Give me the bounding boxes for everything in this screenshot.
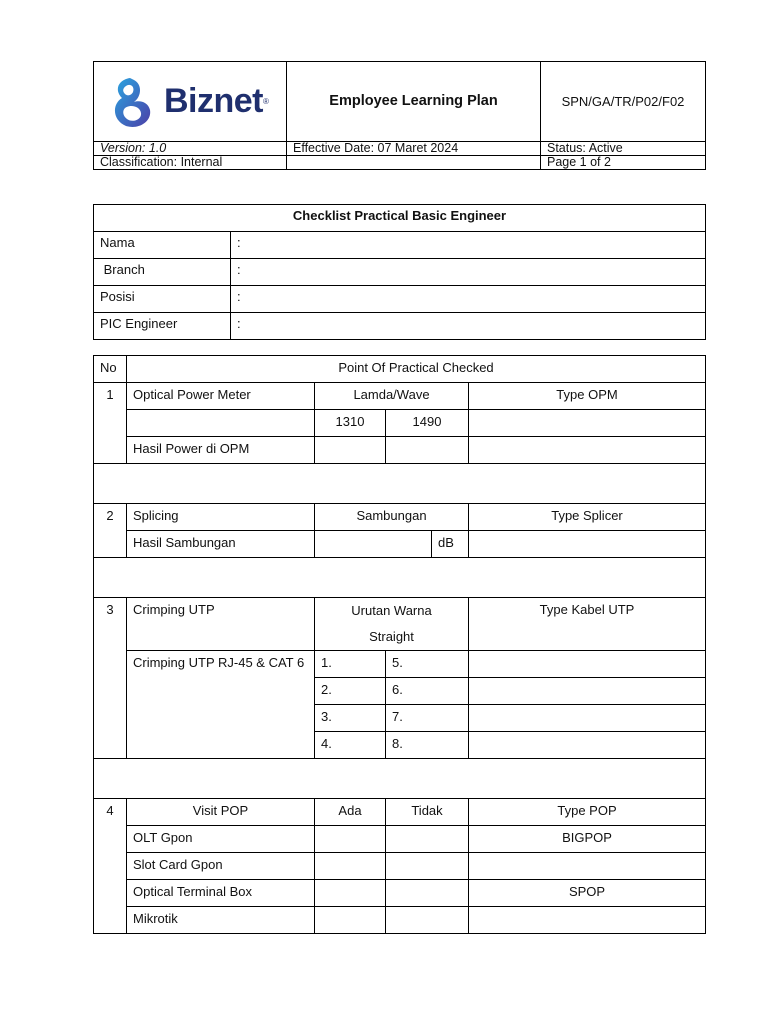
practical-checklist-table (93, 355, 706, 934)
s3-notes-row[interactable] (94, 759, 706, 799)
document-header (93, 61, 706, 170)
s4-otb-tidak[interactable] (386, 880, 469, 907)
s4-slot-ada[interactable] (315, 853, 386, 880)
s3-pin-7[interactable]: 7. (386, 705, 469, 732)
s3-pin-1[interactable]: 1. (315, 651, 386, 678)
s3-pin-8[interactable]: 8. (386, 732, 469, 759)
doc-title: Employee Learning Plan (287, 62, 541, 142)
posisi-label: Posisi (94, 286, 231, 313)
s3-pin-6[interactable]: 6. (386, 678, 469, 705)
s3-pin-2[interactable]: 2. (315, 678, 386, 705)
s4-olt-tidak[interactable] (386, 826, 469, 853)
s4-slot-type[interactable] (469, 853, 706, 880)
s4-mikrotik-tidak[interactable] (386, 907, 469, 934)
biznet-logo-icon (108, 74, 158, 130)
s3-type-header: Type Kabel UTP (469, 598, 706, 651)
logo-cell (94, 62, 287, 142)
version: Version: 1.0 (94, 142, 287, 156)
s2-no: 2 (94, 504, 127, 558)
s1-notes-row[interactable] (94, 464, 706, 504)
doc-code: SPN/GA/TR/P02/F02 (541, 62, 706, 142)
s4-otb-ada[interactable] (315, 880, 386, 907)
s4-type-header: Type POP (469, 799, 706, 826)
s3-type-cell-1[interactable] (469, 651, 706, 678)
s3-sub-item: Crimping UTP RJ-45 & CAT 6 (127, 651, 315, 759)
s3-type-cell-4[interactable] (469, 732, 706, 759)
checklist-title: Checklist Practical Basic Engineer (94, 205, 706, 232)
nama-field[interactable]: : (231, 232, 706, 259)
s4-mikrotik: Mikrotik (127, 907, 315, 934)
biznet-logo (108, 74, 286, 130)
s4-item: Visit POP (127, 799, 315, 826)
s1-lamda-header: Lamda/Wave (315, 383, 469, 410)
s1-result-type[interactable] (469, 437, 706, 464)
s4-olt-ada[interactable] (315, 826, 386, 853)
status: Status: Active (541, 142, 706, 156)
s2-unit: dB (432, 531, 469, 558)
s1-type-cell[interactable] (469, 410, 706, 437)
effective-date: Effective Date: 07 Maret 2024 (287, 142, 541, 156)
s2-type-header: Type Splicer (469, 504, 706, 531)
s4-slot-card-gpon: Slot Card Gpon (127, 853, 315, 880)
s1-result-1490[interactable] (386, 437, 469, 464)
branch-label: Branch (94, 259, 231, 286)
s3-no: 3 (94, 598, 127, 759)
s2-type-cell[interactable] (469, 531, 706, 558)
pic-engineer-label: PIC Engineer (94, 313, 231, 340)
s1-wave-1490: 1490 (386, 410, 469, 437)
pic-engineer-field[interactable]: : (231, 313, 706, 340)
s2-sambungan-header: Sambungan (315, 504, 469, 531)
s3-type-cell-3[interactable] (469, 705, 706, 732)
s1-type-header: Type OPM (469, 383, 706, 410)
page-number: Page 1 of 2 (541, 156, 706, 170)
s1-result-1310[interactable] (315, 437, 386, 464)
s4-mikrotik-ada[interactable] (315, 907, 386, 934)
s2-result-value[interactable] (315, 531, 432, 558)
s4-otb-type: SPOP (469, 880, 706, 907)
logo-wordmark: Biznet® (164, 82, 269, 120)
s4-ada-header: Ada (315, 799, 386, 826)
s4-no: 4 (94, 799, 127, 934)
s2-notes-row[interactable] (94, 558, 706, 598)
s4-tidak-header: Tidak (386, 799, 469, 826)
s3-urutan-header (315, 598, 469, 651)
s4-olt-gpon: OLT Gpon (127, 826, 315, 853)
s3-urutan-label: Urutan Warna (351, 603, 432, 618)
nama-label: Nama (94, 232, 231, 259)
s1-no: 1 (94, 383, 127, 464)
s1-item: Optical Power Meter (127, 383, 315, 410)
s3-straight-label: Straight (369, 629, 414, 644)
posisi-field[interactable]: : (231, 286, 706, 313)
s4-optical-terminal-box: Optical Terminal Box (127, 880, 315, 907)
s2-item: Splicing (127, 504, 315, 531)
s3-type-cell-2[interactable] (469, 678, 706, 705)
s3-pin-5[interactable]: 5. (386, 651, 469, 678)
col-point-header: Point Of Practical Checked (127, 356, 706, 383)
s3-item: Crimping UTP (127, 598, 315, 651)
classification: Classification: Internal (94, 156, 287, 170)
col-no-header: No (94, 356, 127, 383)
empty-cell (287, 156, 541, 170)
s3-pin-4[interactable]: 4. (315, 732, 386, 759)
s1-empty (127, 410, 315, 437)
s1-result-label: Hasil Power di OPM (127, 437, 315, 464)
s4-olt-type: BIGPOP (469, 826, 706, 853)
s3-pin-3[interactable]: 3. (315, 705, 386, 732)
s1-wave-1310: 1310 (315, 410, 386, 437)
s4-mikrotik-type[interactable] (469, 907, 706, 934)
branch-field[interactable]: : (231, 259, 706, 286)
s2-result-label: Hasil Sambungan (127, 531, 315, 558)
identity-table (93, 204, 706, 340)
s4-slot-tidak[interactable] (386, 853, 469, 880)
